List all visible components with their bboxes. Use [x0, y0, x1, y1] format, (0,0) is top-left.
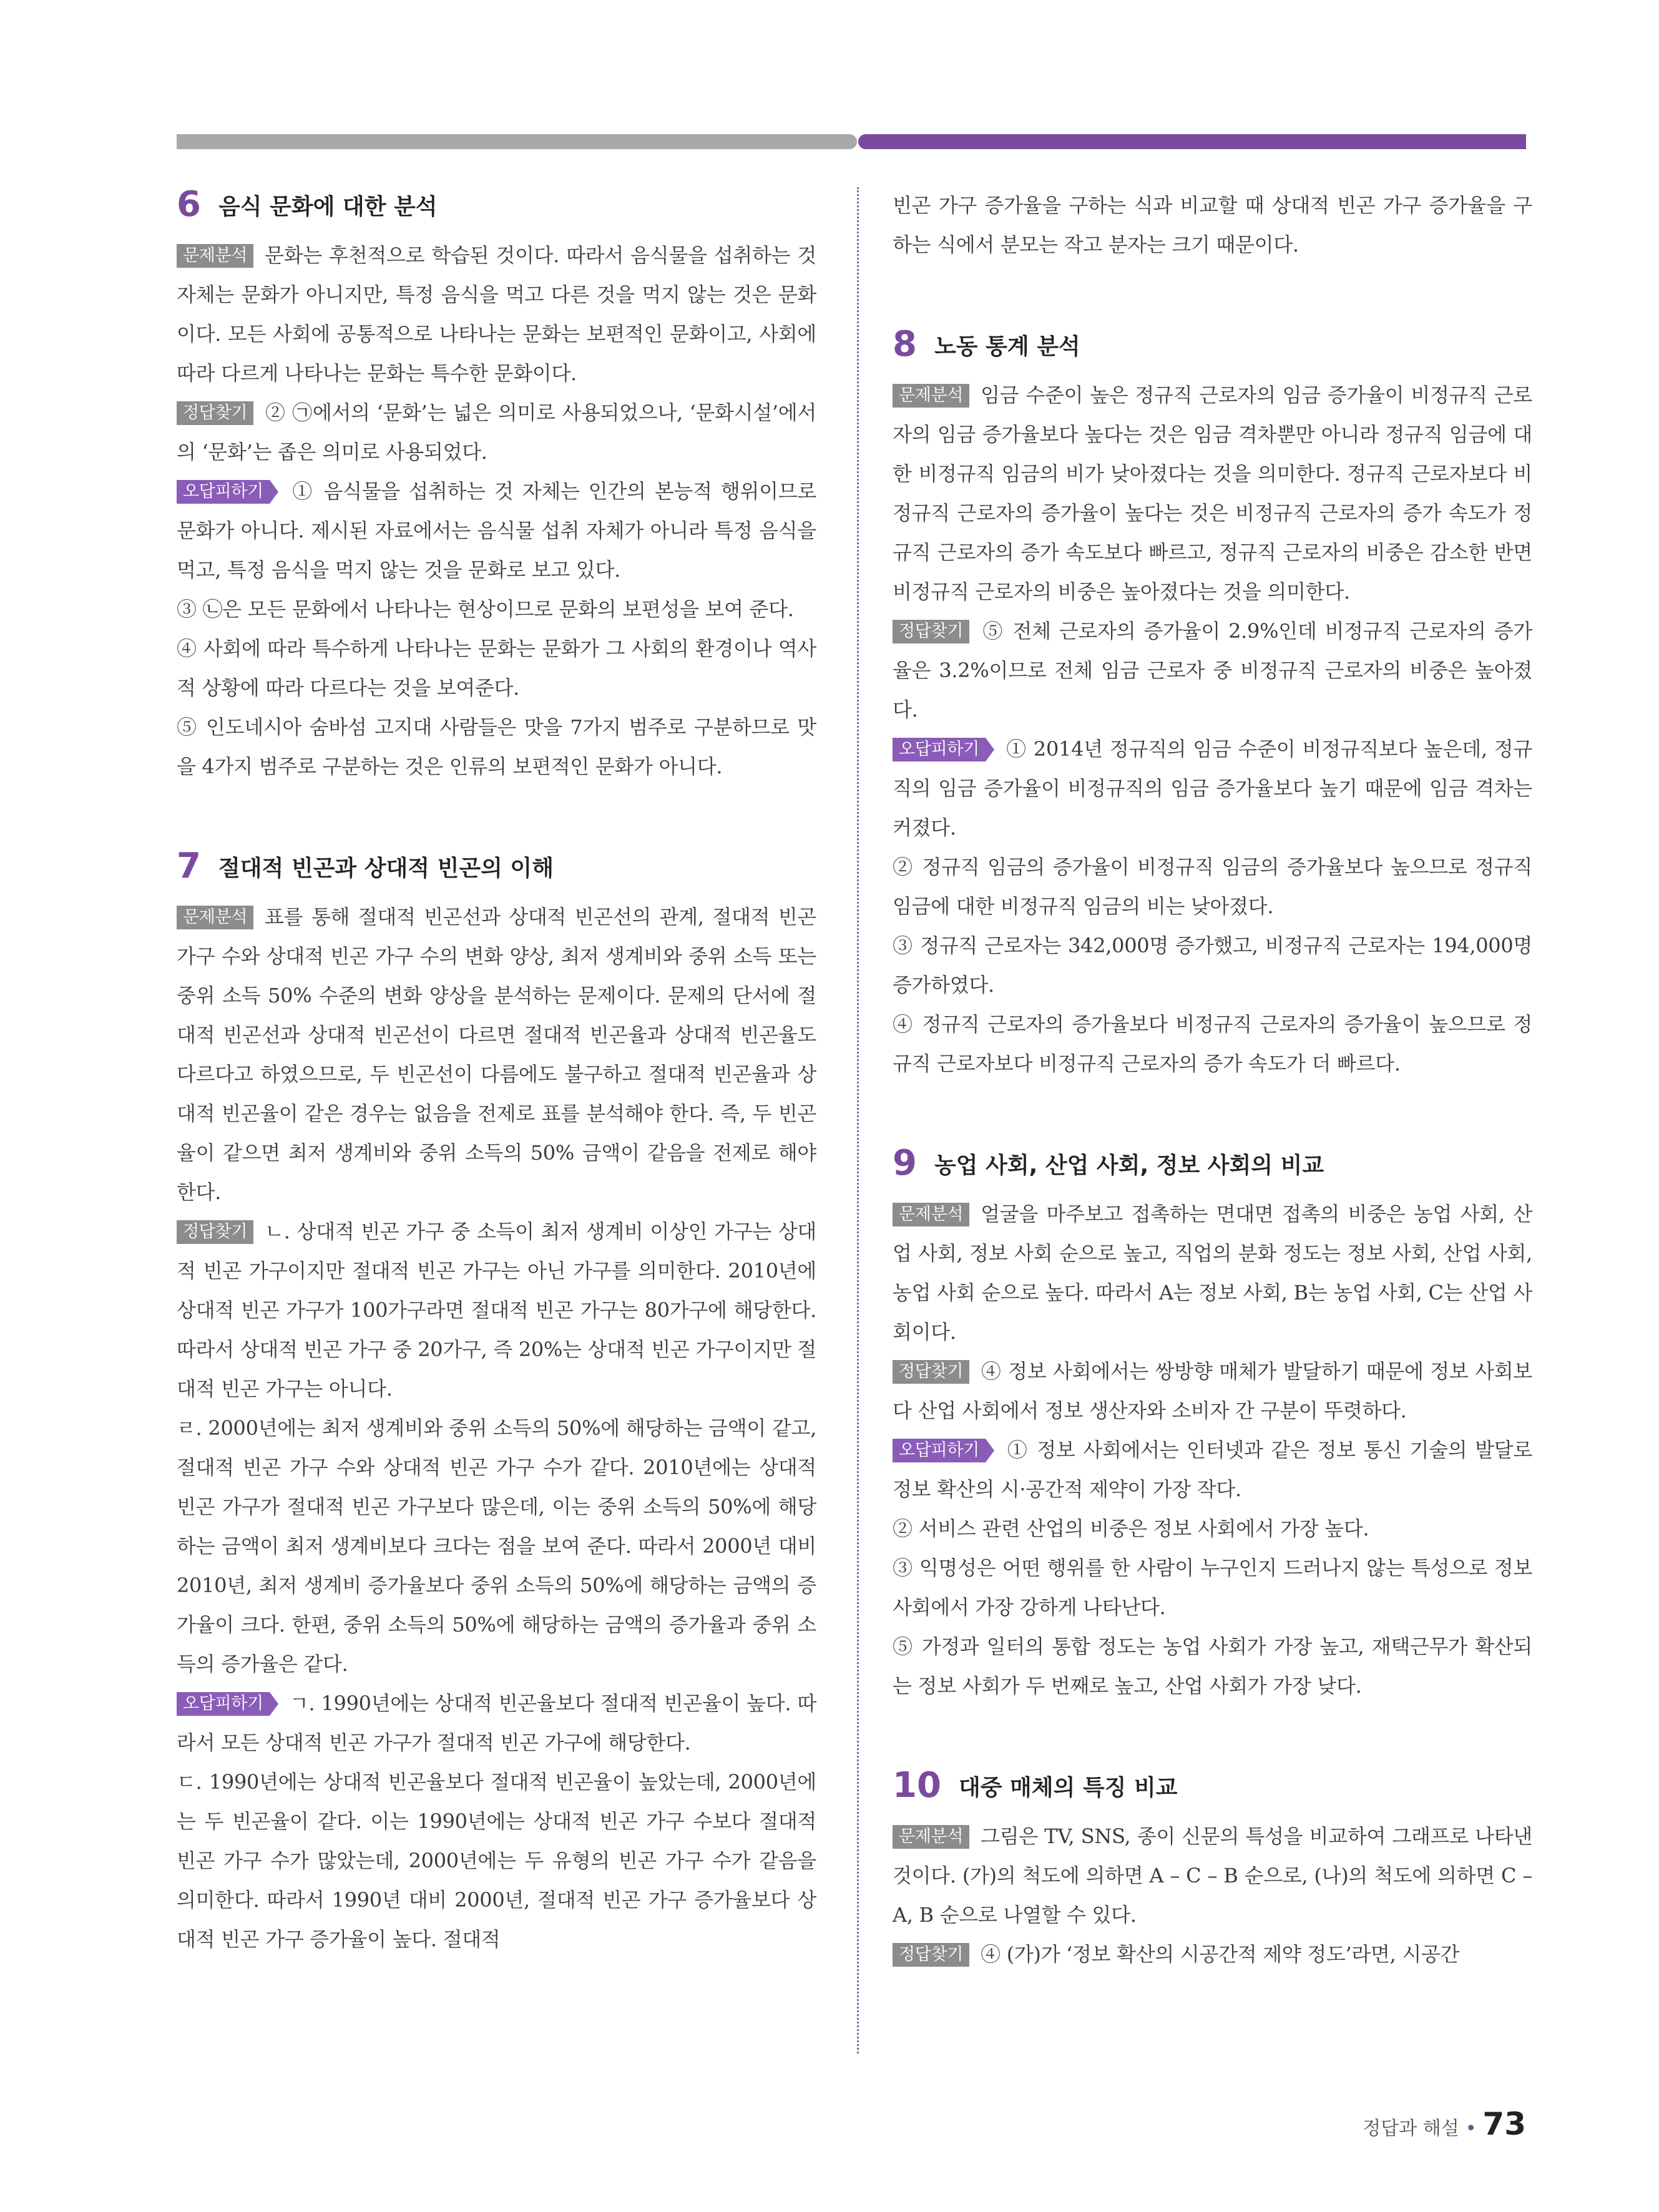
- section-title: 음식 문화에 대한 분석: [218, 193, 438, 220]
- section-number: 9: [893, 1143, 917, 1183]
- paragraph-text: ② ㉠에서의 ‘문화’는 넓은 의미로 사용되었으나, ‘문화시설’에서의 ‘문화’는 좁은 의미로 사용되었다.: [177, 401, 816, 464]
- explanation-paragraph: [893, 1817, 1532, 1935]
- label-tag: 오답피하기: [893, 1439, 986, 1462]
- explanation-paragraph: [177, 708, 816, 786]
- paragraph-text: ① 2014년 정규직의 임금 수준이 비정규직보다 높은데, 정규직의 임금 증가율이 비정규직의 임금 증가율보다 높기 때문에 임금 격차는 커졌다.: [893, 737, 1532, 839]
- section-number: 8: [893, 324, 917, 365]
- section-title: 절대적 빈곤과 상대적 빈곤의 이해: [218, 855, 554, 881]
- explanation-paragraph: [177, 1684, 816, 1763]
- paragraph-text: 표를 통해 절대적 빈곤선과 상대적 빈곤선의 관계, 절대적 빈곤 가구 수와 상대적 빈곤 가구 수의 변화 양상, 최저 생계비와 중위 소득 또는 중위 소득 50% 수준의 변화 양상을 분석하는 문제이다. 문제의 단서에 절대적 빈곤선과 상대적 빈곤선이 다르면 절대적 빈곤율과 상대적 빈곤율도 다르다고 하였으므로, 두 빈곤선이 다름에도 불구하고 절대적 빈곤율과 상대적 빈곤율이 같은 경우는 없음을 전제로 표를 분석해야 한다. 즉, 두 빈곤율이 같으면 최저 생계비와 중위 소득의 50% 금액이 같음을 전제로 해야 한다.: [177, 905, 816, 1204]
- explanation-paragraph: [893, 1195, 1532, 1352]
- section-heading: [893, 324, 1532, 365]
- explanation-paragraph: [893, 1431, 1532, 1509]
- explanation-paragraph: [177, 1763, 816, 1959]
- explanation-paragraph: [177, 590, 816, 629]
- page-number: 73: [1482, 2106, 1526, 2142]
- paragraph-text: ③ 익명성은 어떤 행위를 한 사람이 누구인지 드러나지 않는 특성으로 정보 사회에서 가장 강하게 나타난다.: [893, 1556, 1532, 1619]
- explanation-paragraph: [893, 1549, 1532, 1627]
- paragraph-text: 빈곤 가구 증가율을 구하는 식과 비교할 때 상대적 빈곤 가구 증가율을 구하는 식에서 분모는 작고 분자는 크기 때문이다.: [893, 193, 1532, 257]
- label-tag: 문제분석: [177, 244, 253, 268]
- left-column: [177, 184, 816, 2022]
- explanation-paragraph: [893, 1005, 1532, 1084]
- section-heading: [177, 184, 816, 225]
- label-tag: 문제분석: [893, 384, 969, 408]
- explanation-paragraph: [893, 1935, 1532, 1974]
- label-tag: 문제분석: [893, 1203, 969, 1226]
- explanation-paragraph: [177, 472, 816, 590]
- paragraph-text: ① 정보 사회에서는 인터넷과 같은 정보 통신 기술의 발달로 정보 확산의 시·공간적 제약이 가장 작다.: [893, 1438, 1532, 1501]
- label-tag: 오답피하기: [177, 480, 270, 504]
- paragraph-text: ② 서비스 관련 산업의 비중은 정보 사회에서 가장 높다.: [893, 1517, 1369, 1540]
- paragraph-text: ⑤ 가정과 일터의 통합 정도는 농업 사회가 가장 높고, 재택근무가 확산되는 정보 사회가 두 번째로 높고, 산업 사회가 가장 낮다.: [893, 1635, 1532, 1698]
- explanation-paragraph: [177, 1409, 816, 1684]
- label-tag: 문제분석: [893, 1825, 969, 1849]
- answer-section: [177, 846, 816, 1959]
- page-footer: [1363, 2106, 1526, 2142]
- paragraph-text: ② 정규직 임금의 증가율이 비정규직 임금의 증가율보다 높으므로 정규직 임금에 대한 비정규직 임금의 비는 낮아졌다.: [893, 855, 1532, 918]
- section-title: 농업 사회, 산업 사회, 정보 사회의 비교: [934, 1152, 1324, 1178]
- explanation-paragraph: [893, 926, 1532, 1005]
- label-tag: 문제분석: [177, 906, 253, 929]
- label-tag: 정답찾기: [893, 1943, 969, 1967]
- explanation-paragraph: [177, 1212, 816, 1409]
- paragraph-text: 문화는 후천적으로 학습된 것이다. 따라서 음식물을 섭취하는 것 자체는 문화가 아니지만, 특정 음식을 먹고 다른 것을 먹지 않는 것은 문화이다. 모든 사회에 공통적으로 나타나는 문화는 보편적인 문화이고, 사회에 따라 다르게 나타나는 문화는 특수한 문화이다.: [177, 243, 816, 385]
- explanation-paragraph: [177, 393, 816, 472]
- section-title: 대중 매체의 특징 비교: [958, 1774, 1178, 1801]
- footer-label: 정답과 해설: [1363, 2118, 1459, 2140]
- answer-section: [893, 324, 1532, 1084]
- label-tag: 정답찾기: [177, 1220, 253, 1244]
- explanation-paragraph: [893, 1509, 1532, 1549]
- header-bar-purple: [858, 134, 1526, 149]
- paragraph-text: ⑤ 인도네시아 숨바섬 고지대 사람들은 맛을 7가지 범주로 구분하므로 맛을 4가지 범주로 구분하는 것은 인류의 보편적인 문화가 아니다.: [177, 715, 816, 778]
- section-title: 노동 통계 분석: [934, 333, 1080, 360]
- label-tag: 오답피하기: [893, 738, 986, 761]
- paragraph-text: ① 음식물을 섭취하는 것 자체는 인간의 본능적 행위이므로 문화가 아니다. 제시된 자료에서는 음식물 섭취 자체가 아니라 특정 음식을 먹고, 특정 음식을 먹지 않는 것을 문화로 보고 있다.: [177, 479, 816, 582]
- paragraph-text: ㄴ. 상대적 빈곤 가구 중 소득이 최저 생계비 이상인 가구는 상대적 빈곤 가구이지만 절대적 빈곤 가구는 아닌 가구를 의미한다. 2010년에 상대적 빈곤 가구가 100가구라면 절대적 빈곤 가구는 80가구에 해당한다. 따라서 상대적 빈곤 가구 중 20가구, 즉 20%는 상대적 빈곤 가구이지만 절대적 빈곤 가구는 아니다.: [177, 1220, 816, 1401]
- right-column: [893, 186, 1532, 2037]
- paragraph-text: ㄹ. 2000년에는 최저 생계비와 중위 소득의 50%에 해당하는 금액이 같고, 절대적 빈곤 가구 수와 상대적 빈곤 가구 수가 같다. 2010년에는 상대적 빈곤 가구가 절대적 빈곤 가구보다 많은데, 이는 중위 소득의 50%에 해당하는 금액이 최저 생계비보다 크다는 점을 보여 준다. 따라서 2000년 대비 2010년, 최저 생계비 증가율보다 중위 소득의 50%에 해당하는 금액의 증가율이 크다. 한편, 중위 소득의 50%에 해당하는 금액의 증가율과 중위 소득의 증가율은 같다.: [177, 1416, 816, 1676]
- header-bar-gray: [177, 134, 857, 149]
- column-divider: [857, 187, 859, 2053]
- section-heading: [893, 1143, 1532, 1183]
- explanation-paragraph: [893, 730, 1532, 848]
- explanation-paragraph: [893, 1627, 1532, 1706]
- explanation-paragraph: [177, 898, 816, 1212]
- footer-bullet: •: [1465, 2118, 1477, 2140]
- explanation-paragraph: [177, 629, 816, 708]
- paragraph-text: ③ 정규직 근로자는 342,000명 증가했고, 비정규직 근로자는 194,000명 증가하였다.: [893, 934, 1532, 997]
- answer-section: [893, 1765, 1532, 1974]
- explanation-paragraph: [893, 1352, 1532, 1431]
- label-tag: 오답피하기: [177, 1692, 270, 1716]
- paragraph-text: ㄱ. 1990년에는 상대적 빈곤율보다 절대적 빈곤율이 높다. 따라서 모든 상대적 빈곤 가구가 절대적 빈곤 가구에 해당한다.: [177, 1691, 816, 1754]
- explanation-paragraph: [177, 236, 816, 393]
- paragraph-text: ④ 사회에 따라 특수하게 나타나는 문화는 문화가 그 사회의 환경이나 역사적 상황에 따라 다르다는 것을 보여준다.: [177, 637, 816, 700]
- section-number: 6: [177, 184, 201, 225]
- paragraph-text: ④ 정보 사회에서는 쌍방향 매체가 발달하기 때문에 정보 사회보다 산업 사회에서 정보 생산자와 소비자 간 구분이 뚜렷하다.: [893, 1359, 1532, 1422]
- paragraph-text: ④ 정규직 근로자의 증가율보다 비정규직 근로자의 증가율이 높으므로 정규직 근로자보다 비정규직 근로자의 증가 속도가 더 빠르다.: [893, 1012, 1532, 1075]
- paragraph-text: 임금 수준이 높은 정규직 근로자의 임금 증가율이 비정규직 근로자의 임금 증가율보다 높다는 것은 임금 격차뿐만 아니라 정규직 임금에 대한 비정규직 임금의 비가 낮아졌다는 것을 의미한다. 정규직 근로자보다 비정규직 근로자의 증가율이 높다는 것은 비정규직 근로자의 증가 속도가 정규직 근로자의 증가 속도보다 빠르고, 정규직 근로자의 비중은 감소한 반면 비정규직 근로자의 비중은 높아졌다는 것을 의미한다.: [893, 383, 1532, 604]
- paragraph-text: ③ ㉡은 모든 문화에서 나타나는 현상이므로 문화의 보편성을 보여 준다.: [177, 597, 794, 621]
- answer-section: [893, 186, 1532, 265]
- answer-section: [893, 1143, 1532, 1706]
- label-tag: 정답찾기: [177, 401, 253, 425]
- paragraph-text: 그림은 TV, SNS, 종이 신문의 특성을 비교하여 그래프로 나타낸 것이다. (가)의 척도에 의하면 A – C – B 순으로, (나)의 척도에 의하면 C – A, B 순으로 나열할 수 있다.: [893, 1824, 1532, 1927]
- section-heading: [893, 1765, 1532, 1806]
- paragraph-text: ⑤ 전체 근로자의 증가율이 2.9%인데 비정규직 근로자의 증가율은 3.2%이므로 전체 임금 근로자 중 비정규직 근로자의 비중은 높아졌다.: [893, 619, 1532, 722]
- paragraph-text: ㄷ. 1990년에는 상대적 빈곤율보다 절대적 빈곤율이 높았는데, 2000년에는 두 빈곤율이 같다. 이는 1990년에는 상대적 빈곤 가구 수보다 절대적 빈곤 가구 수가 많았는데, 2000년에는 두 유형의 빈곤 가구 수가 같음을 의미한다. 따라서 1990년 대비 2000년, 절대적 빈곤 가구 증가율보다 상대적 빈곤 가구 증가율이 높다. 절대적: [177, 1770, 816, 1951]
- explanation-paragraph: [893, 612, 1532, 730]
- section-number: 7: [177, 846, 201, 886]
- paragraph-text: ④ (가)가 ‘정보 확산의 시공간적 제약 정도’라면, 시공간: [981, 1942, 1460, 1966]
- answer-section: [177, 184, 816, 786]
- explanation-paragraph: [893, 848, 1532, 926]
- section-number: 10: [893, 1765, 941, 1806]
- paragraph-text: 얼굴을 마주보고 접촉하는 면대면 접촉의 비중은 농업 사회, 산업 사회, 정보 사회 순으로 높고, 직업의 분화 정도는 정보 사회, 산업 사회, 농업 사회 순으로 높다. 따라서 A는 정보 사회, B는 농업 사회, C는 산업 사회이다.: [893, 1202, 1532, 1344]
- label-tag: 정답찾기: [893, 1360, 969, 1384]
- label-tag: 정답찾기: [893, 620, 969, 644]
- section-heading: [177, 846, 816, 886]
- explanation-paragraph: [893, 186, 1532, 265]
- explanation-paragraph: [893, 376, 1532, 612]
